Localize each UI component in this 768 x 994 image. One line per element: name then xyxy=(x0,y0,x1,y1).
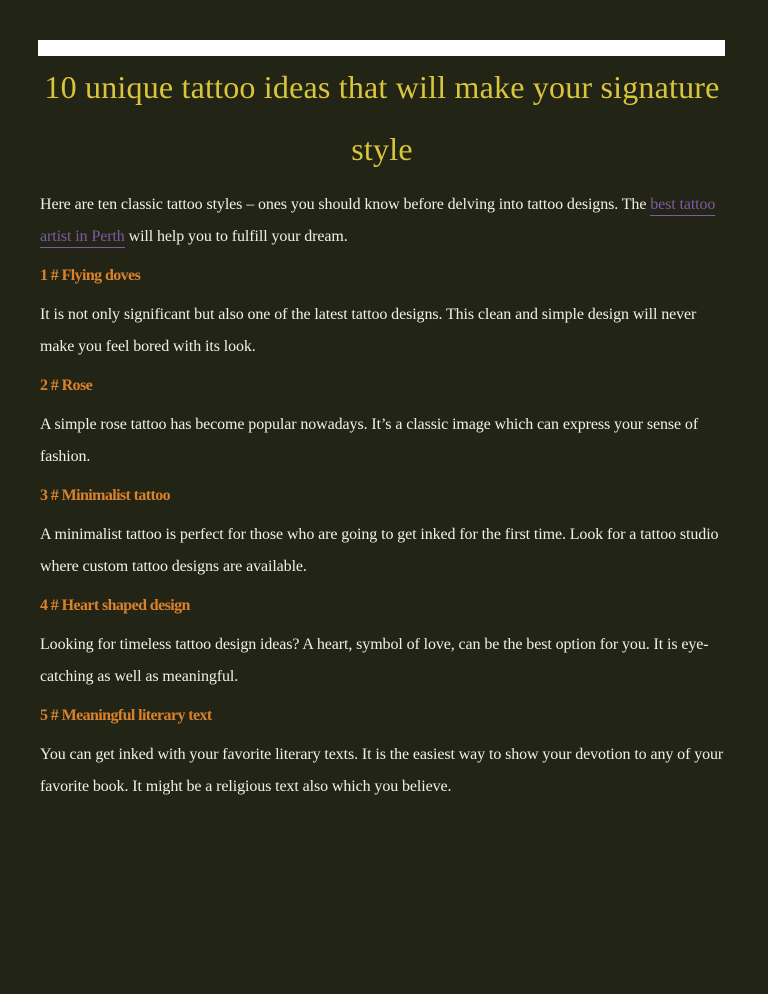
section-heading-literary-text: 5 # Meaningful literary text xyxy=(40,707,212,724)
section-heading-minimalist-tattoo: 3 # Minimalist tattoo xyxy=(40,487,171,504)
page-title: 10 unique tattoo ideas that will make your signature style xyxy=(44,69,720,167)
section-heading-rose: 2 # Rose xyxy=(40,377,93,394)
section-heading-heart-shaped-design: 4 # Heart shaped design xyxy=(40,597,190,614)
section-body-heart-shaped-design: Looking for timeless tattoo design ideas? A heart, symbol of love, can be the best option for you. It is eye-catching as well as meaningful. xyxy=(40,636,709,685)
intro-text-start: Here are ten classic tattoo styles – ones you should know before delving into tattoo designs. The xyxy=(40,196,651,213)
intro-paragraph xyxy=(40,189,730,253)
section-body-minimalist-tattoo: A minimalist tattoo is perfect for those who are going to get inked for the first time. Look for a tattoo studio where custom tattoo designs are available. xyxy=(40,526,719,575)
tattoo-artist-link[interactable]: best tattoo artist in Perth xyxy=(40,196,715,248)
intro-text-end: will help you to fulfill your dream. xyxy=(124,228,348,245)
section-body-literary-text: You can get inked with your favorite literary texts. It is the easiest way to show your devotion to any of your favorite book. It might be a religious text also which you believe. xyxy=(40,746,724,795)
section-heading-flying-doves: 1 # Flying doves xyxy=(40,267,141,284)
section-body-rose: A simple rose tattoo has become popular nowadays. It’s a classic image which can express your sense of fashion. xyxy=(40,416,699,465)
section-body-flying-doves: It is not only significant but also one of the latest tattoo designs. This clean and simple design will never make you feel bored with its look. xyxy=(40,306,697,355)
header-bar xyxy=(38,40,725,56)
article-body xyxy=(40,189,730,810)
